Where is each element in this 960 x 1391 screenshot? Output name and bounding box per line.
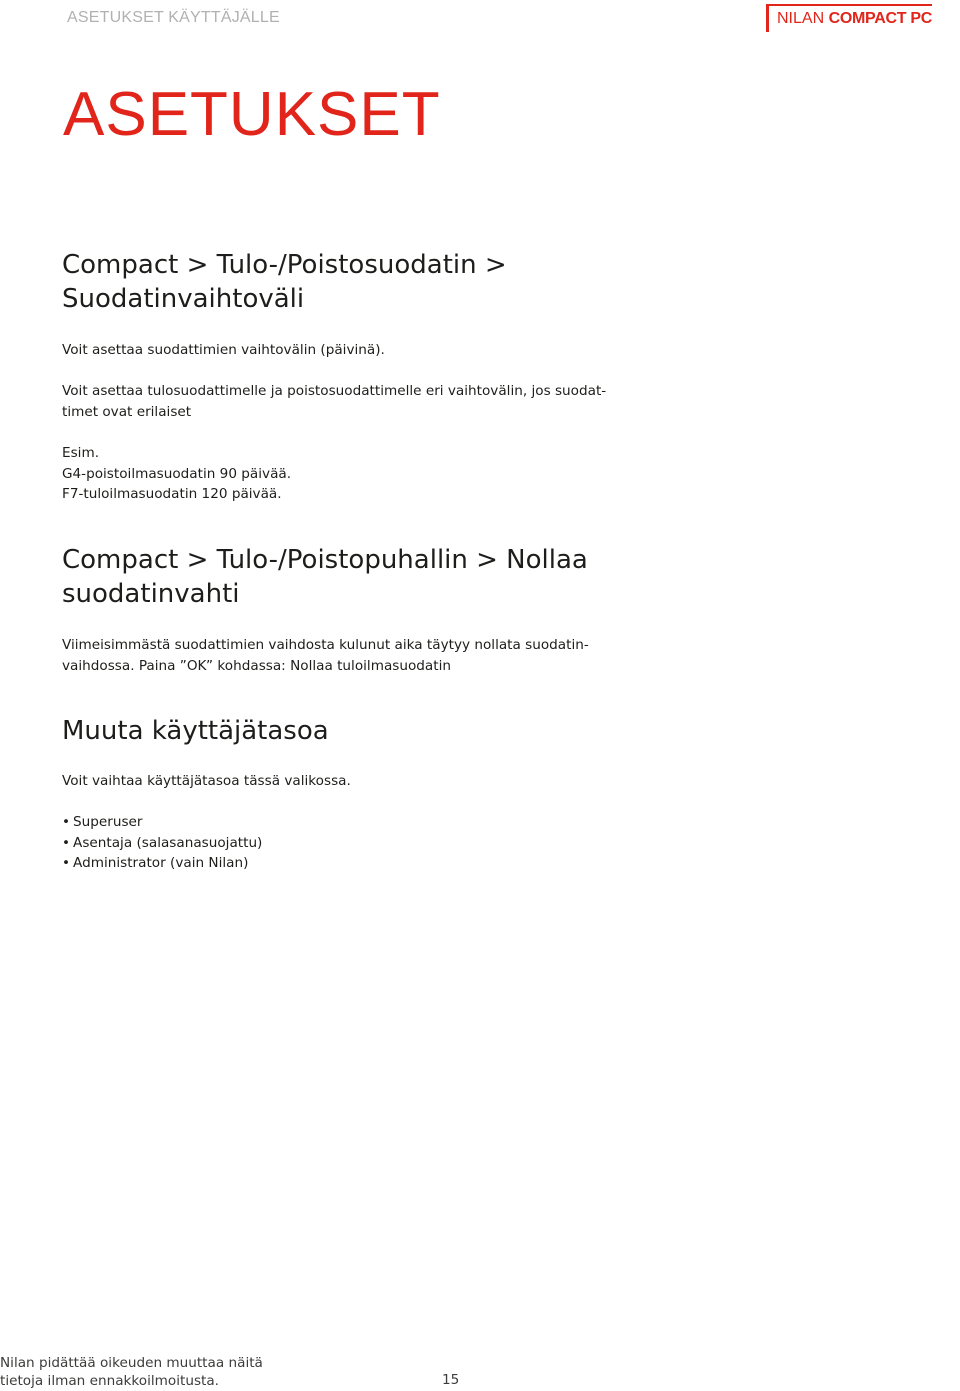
heading-line: Suodatinvaihtoväli xyxy=(62,284,305,314)
heading-line: Muuta käyttäjätasoa xyxy=(62,716,329,746)
paragraph-filter-interval-detail xyxy=(62,381,607,422)
text-line: Voit vaihtaa käyttäjätasoa tässä valikossa. xyxy=(62,773,351,789)
section-heading-reset-filter-alarm xyxy=(62,543,622,611)
list-item: • Administrator (vain Nilan) xyxy=(62,853,262,874)
text-line: vaihdossa. Paina ”OK” kohdassa: Nollaa tuloilmasuodatin xyxy=(62,657,451,674)
paragraph-user-level xyxy=(62,771,602,792)
page-title: ASETUKSET xyxy=(63,80,441,149)
brand-product: COMPACT PC xyxy=(828,10,932,27)
list-item: • Superuser xyxy=(62,812,262,833)
text-line: Viimeisimmästä suodattimien vaihdosta kulunut aika täytyy nollata suodatin- xyxy=(62,637,589,653)
section-heading-filter-interval xyxy=(62,248,622,316)
footer-disclaimer xyxy=(0,1354,300,1390)
text-line: timet ovat erilaiset xyxy=(62,403,192,420)
paragraph-filter-example xyxy=(62,443,602,505)
paragraph-filter-interval-intro xyxy=(62,340,602,361)
text-line: G4-poistoilmasuodatin 90 päivää. xyxy=(62,465,292,482)
user-level-list xyxy=(62,812,262,874)
header-section-label: ASETUKSET KÄYTTÄJÄLLE xyxy=(67,9,280,26)
text-line: Voit asettaa suodattimien vaihtovälin (päivinä). xyxy=(62,342,385,358)
text-line: tietoja ilman ennakkoilmoitusta. xyxy=(0,1373,220,1389)
brand-logo xyxy=(766,4,932,32)
text-line: Nilan pidättää oikeuden muuttaa näitä xyxy=(0,1355,263,1371)
section-heading-user-level xyxy=(62,714,622,748)
paragraph-reset-filter-alarm xyxy=(62,635,602,676)
list-item: • Asentaja (salasanasuojattu) xyxy=(62,833,262,854)
text-line: Voit asettaa tulosuodattimelle ja poistosuodattimelle eri vaihtovälin, jos suodat- xyxy=(62,383,607,399)
heading-line: suodatinvahti xyxy=(62,579,240,609)
heading-line: Compact > Tulo-/Poistosuodatin > xyxy=(62,250,507,280)
text-line: Esim. xyxy=(62,445,100,461)
page-number: 15 xyxy=(442,1372,460,1388)
brand-name: NILAN xyxy=(777,10,825,27)
text-line: F7-tuloilmasuodatin 120 päivää. xyxy=(62,486,282,502)
heading-line: Compact > Tulo-/Poistopuhallin > Nollaa xyxy=(62,545,588,575)
